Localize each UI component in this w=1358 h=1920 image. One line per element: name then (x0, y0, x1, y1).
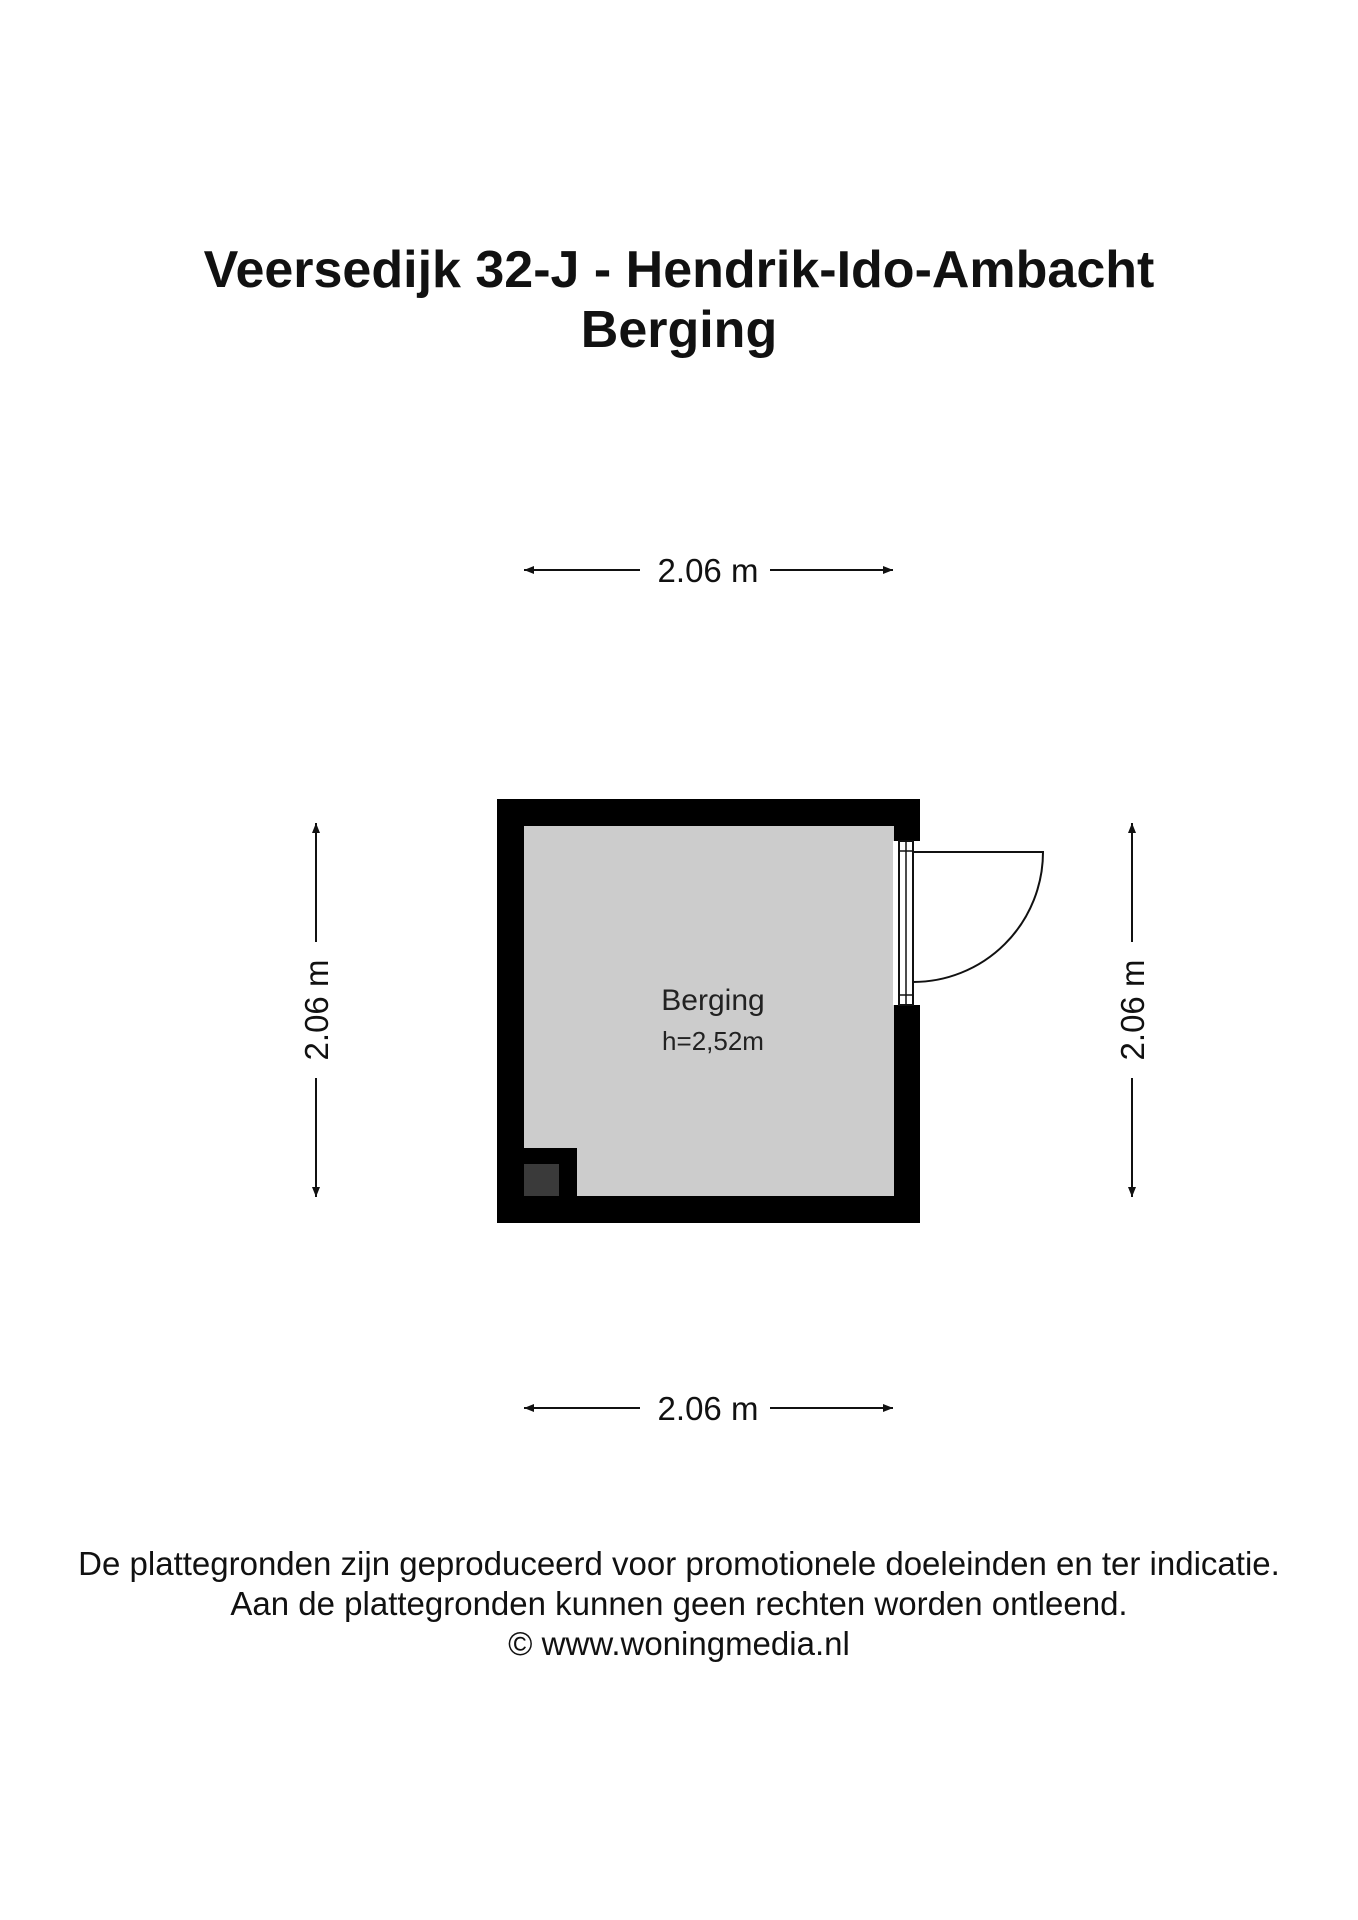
room-berging (497, 799, 1043, 1223)
dimension-bottom (524, 1390, 893, 1427)
plan-title: Veersedijk 32-J - Hendrik-Ido-Ambacht (203, 241, 1155, 299)
dimension-left-label: 2.06 m (298, 959, 335, 1061)
dimension-top (524, 552, 893, 589)
disclaimer-line-2: Aan de plattegronden kunnen geen rechten worden ontleend. (230, 1585, 1128, 1622)
room-height: h=2,52m (662, 1026, 764, 1056)
dimension-bottom-label: 2.06 m (657, 1390, 759, 1427)
dimension-right (1114, 823, 1151, 1197)
room-name: Berging (661, 984, 765, 1017)
plan-subtitle: Berging (580, 301, 778, 359)
dimension-top-label: 2.06 m (657, 552, 759, 589)
disclaimer-line-1: De plattegronden zijn geproduceerd voor promotionele doeleinden en ter indicatie. (78, 1545, 1280, 1582)
dimension-right-label: 2.06 m (1114, 959, 1151, 1061)
corner-shaft-inner (524, 1164, 559, 1196)
copyright-line: © www.woningmedia.nl (508, 1625, 850, 1662)
dimension-left (298, 823, 335, 1197)
door-swing (913, 852, 1043, 982)
